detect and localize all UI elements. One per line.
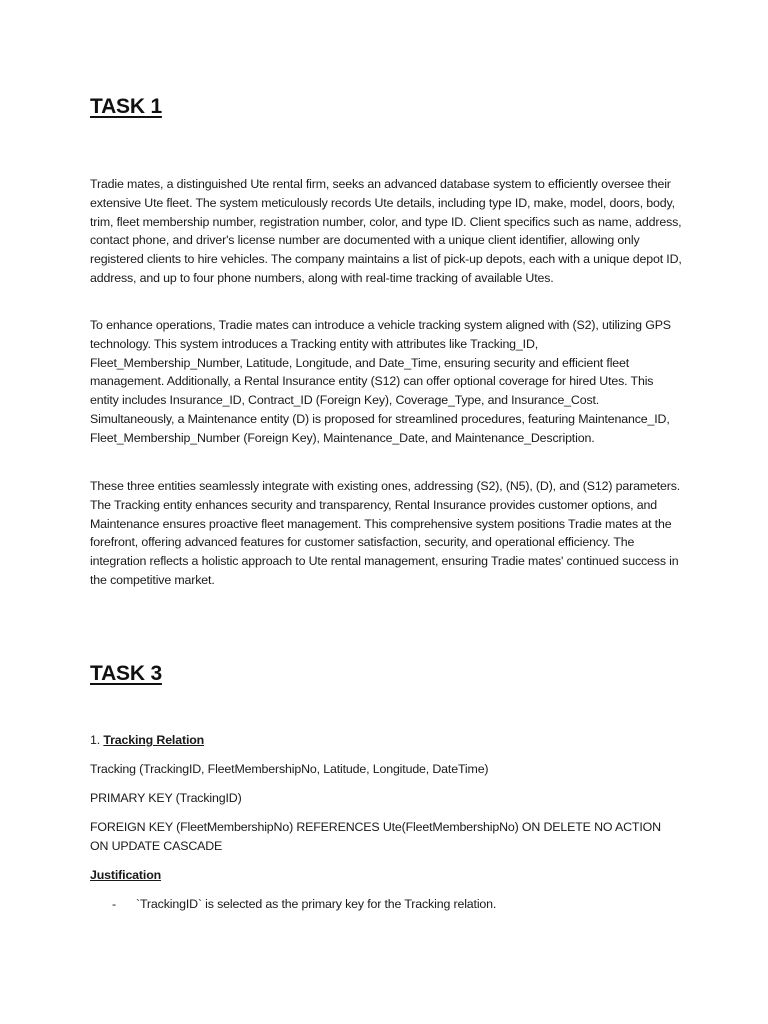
item-title: Tracking Relation bbox=[103, 733, 205, 747]
bullet-text: `TrackingID` is selected as the primary key for the Tracking relation. bbox=[136, 897, 497, 911]
task1-heading: TASK 1 bbox=[90, 95, 162, 118]
foreign-key-statement: FOREIGN KEY (FleetMembershipNo) REFERENCES Ute(FleetMembershipNo) ON DELETE NO ACTION ON UPDATE CASCADE bbox=[90, 820, 661, 853]
primary-key-statement: PRIMARY KEY (TrackingID) bbox=[90, 791, 242, 805]
task3-heading: TASK 3 bbox=[90, 662, 162, 685]
task1-paragraph-2: To enhance operations, Tradie mates can introduce a vehicle tracking system aligned with (S2), utilizing GPS technology. This system introduces a Tracking entity with attributes like Tracking_ID, Fleet_Membership_Number, Latitude, Longitude, and Date_Time, ensuring security and efficient fleet management. Additionally, a Rental Insurance entity (S12) can offer optional coverage for hired Utes. This entity includes Insurance_ID, Contract_ID (Foreign Key), Coverage_Type, and Insurance_Cost. Simultaneously, a Maintenance entity (D) is proposed for streamlined procedures, featuring Maintenance_ID, Fleet_Membership_Number (Foreign Key), Maintenance_Date, and Maintenance_Description. bbox=[90, 318, 671, 445]
item-number: 1. bbox=[90, 733, 101, 747]
task1-paragraph-3: These three entities seamlessly integrate with existing ones, addressing (S2), (N5), (D), and (S12) parameters. The Tracking entity enhances security and transparency, Rental Insurance provides customer options, and Maintenance ensures proactive fleet management. This comprehensive system positions Tradie mates at the forefront, offering advanced features for customer satisfaction, security, and operational efficiency. The integration reflects a holistic approach to Ute rental management, ensuring Tradie mates' continued success in the competitive market. bbox=[90, 479, 681, 587]
relation-definition: Tracking (TrackingID, FleetMembershipNo, Latitude, Longitude, DateTime) bbox=[90, 762, 489, 776]
task1-paragraph-1: Tradie mates, a distinguished Ute rental firm, seeks an advanced database system to efficiently oversee their extensive Ute fleet. The system meticulously records Ute details, including type ID, make, model, doors, body, trim, fleet membership number, registration number, color, and type ID. Client specifics such as name, address, contact phone, and driver's license number are documented with a unique client identifier, allowing only registered clients to hire vehicles. The company maintains a list of pick-up depots, each with a unique depot ID, address, and up to four phone numbers, along with real-time tracking of available Utes. bbox=[90, 177, 682, 285]
tracking-relation-item bbox=[90, 731, 690, 750]
bullet-marker: - bbox=[112, 897, 116, 911]
justification-label: Justification bbox=[90, 868, 162, 882]
